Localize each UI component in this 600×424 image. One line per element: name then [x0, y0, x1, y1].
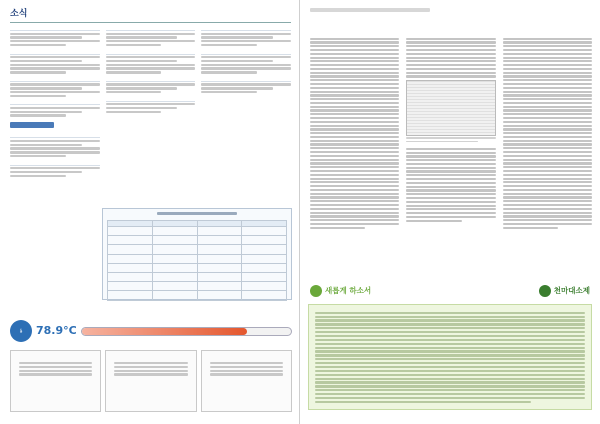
news-item-title [10, 77, 100, 82]
article-title [310, 15, 592, 26]
program-schedule-box [102, 208, 292, 300]
feature-article [300, 0, 600, 280]
news-item [106, 26, 196, 46]
notice-label [10, 122, 54, 128]
news-item [201, 77, 291, 93]
article-column [406, 36, 495, 230]
news-item [10, 50, 100, 74]
news-item [201, 50, 291, 74]
temperature-gauge [10, 316, 292, 346]
highlight-box [308, 304, 592, 410]
article-columns [310, 36, 592, 230]
news-item [10, 26, 100, 46]
ad-title [14, 354, 97, 360]
leaf-icon [310, 285, 322, 297]
news-item [106, 97, 196, 113]
program-table [107, 220, 287, 301]
news-item [10, 161, 100, 177]
news-item [201, 26, 291, 46]
news-item-title [201, 26, 291, 31]
advertisement-box [10, 350, 101, 412]
news-columns [10, 26, 291, 180]
news-item-title [10, 133, 100, 138]
temperature-bar [81, 327, 292, 336]
news-item-title [201, 50, 291, 55]
banner-title: 새롭게 하소서 [325, 285, 372, 295]
leaf-icon [539, 285, 551, 297]
banner-festival [539, 285, 590, 297]
article-column [310, 36, 399, 230]
news-column-middle [106, 26, 196, 180]
table-row [108, 236, 287, 245]
table-row [108, 263, 287, 272]
table-row [108, 245, 287, 254]
program-banners [310, 280, 590, 302]
news-item-title [10, 100, 100, 105]
series-label [310, 8, 430, 12]
banner-renewal [310, 285, 371, 297]
news-item-title [106, 26, 196, 31]
news-item [10, 100, 100, 116]
page-footer-left [10, 417, 70, 422]
news-item [106, 77, 196, 93]
table-row [108, 282, 287, 291]
news-column-left [10, 26, 100, 180]
page-footer-right [530, 417, 590, 422]
news-item [10, 77, 100, 97]
table-row [108, 272, 287, 281]
news-item-title [10, 161, 100, 166]
news-column-right [201, 26, 291, 180]
news-item-title [106, 97, 196, 102]
advertisement-row [10, 350, 292, 412]
news-item-title [10, 50, 100, 55]
article-photo [406, 80, 495, 136]
advertisement-box [105, 350, 196, 412]
table-row [108, 254, 287, 263]
table-row [108, 227, 287, 236]
news-item [106, 50, 196, 74]
news-item-title [106, 50, 196, 55]
news-item-title [106, 77, 196, 82]
ad-title [205, 354, 288, 360]
table-row [108, 291, 287, 300]
news-item [10, 133, 100, 157]
advertisement-box [201, 350, 292, 412]
banner-title: 천마대소제 [553, 285, 590, 295]
temperature-bar-fill [82, 328, 247, 335]
temperature-value: 78.9°C [36, 323, 77, 337]
section-title: 소식 [10, 9, 28, 19]
thermometer-icon: 🌡 [10, 320, 32, 342]
photo-caption [406, 137, 495, 146]
news-item-title [201, 77, 291, 82]
right-page [300, 0, 600, 424]
article-author [310, 27, 592, 32]
title-rule [10, 22, 291, 23]
ad-title [109, 354, 192, 360]
news-item-title [10, 26, 100, 31]
program-title [107, 212, 287, 218]
article-column [503, 36, 592, 230]
